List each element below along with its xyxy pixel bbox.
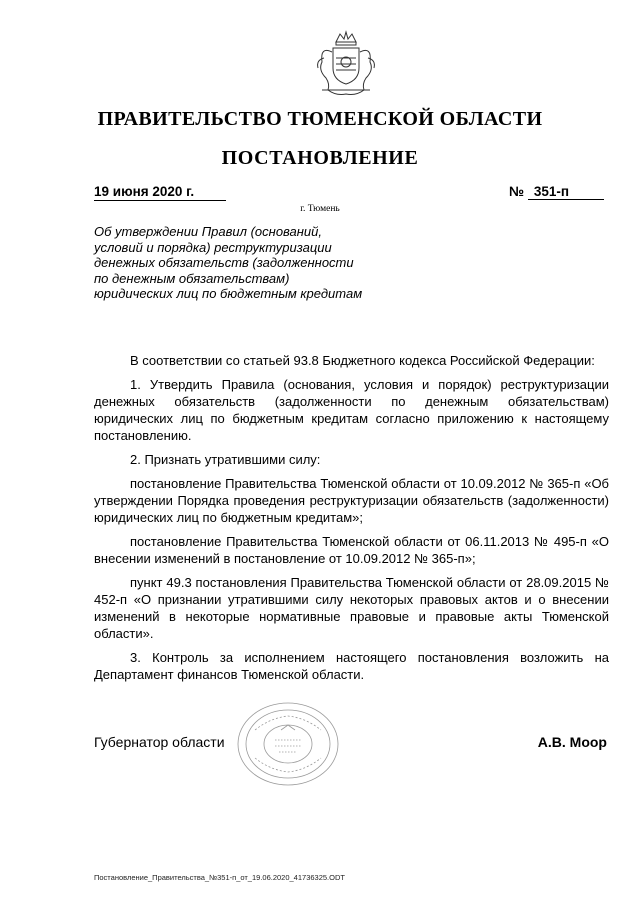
body-paragraph: 3. Контроль за исполнением настоящего постановления возложить на Департамент финансов Тюменской области. [94, 650, 609, 682]
body-paragraph: 1. Утвердить Правила (основания, условия и порядок) реструктуризации денежных обязательств (задолженности по денежным обязательствам) юридических лиц по бюджетным кредитам согласно приложению к настоящему постановлению. [94, 377, 609, 443]
body-paragraph: постановление Правительства Тюменской области от 06.11.2013 № 495-п «О внесении изменений в постановление от 10.09.2012 № 365-п»; [94, 534, 609, 566]
government-title: ПРАВИТЕЛЬСТВО ТЮМЕНСКОЙ ОБЛАСТИ [97, 108, 543, 130]
document-city: г. Тюмень [300, 204, 340, 214]
body-paragraph: постановление Правительства Тюменской области от 10.09.2012 № 365-п «Об утверждении Порядка проведения реструктуризации обязательств (задолженности) юридических лиц по бюджетным кредитам»; [94, 476, 609, 525]
body-paragraph: В соответствии со статьей 93.8 Бюджетного кодекса Российской Федерации: [130, 353, 595, 368]
document-number [509, 184, 604, 200]
number-prefix: № [509, 184, 525, 199]
body-paragraph: пункт 49.3 постановления Правительства Тюменской области от 28.09.2015 № 452-п «О признании утратившими силу некоторых правовых актов и о внесении изменений в некоторые нормативные правовые и правовые акты Тюменской области». [94, 575, 609, 641]
subject-line: условий и порядка) реструктуризации [94, 239, 332, 255]
document-date: 19 июня 2020 г. [94, 184, 226, 201]
document-type: ПОСТАНОВЛЕНИЕ [221, 147, 419, 169]
body-paragraph: 2. Признать утратившими силу: [130, 452, 321, 467]
signatory-name: А.В. Моор [537, 734, 607, 750]
document-body [94, 352, 609, 690]
subject-line: по денежным обязательствам) [94, 270, 290, 286]
coat-of-arms-icon [306, 28, 386, 100]
number-value: 351-п [528, 184, 604, 200]
footer-filename: Постановление_Правительства_№351-п_от_19.06.2020_41736325.ODT [94, 873, 345, 882]
subject-line: денежных обязательств (задолженности [94, 255, 354, 270]
signatory-title: Губернатор области [94, 734, 225, 750]
official-seal-icon [235, 700, 341, 788]
subject-line: Об утверждении Правил (оснований, [94, 224, 323, 239]
document-subject [94, 224, 424, 302]
subject-line: юридических лиц по бюджетным кредитам [94, 286, 363, 301]
